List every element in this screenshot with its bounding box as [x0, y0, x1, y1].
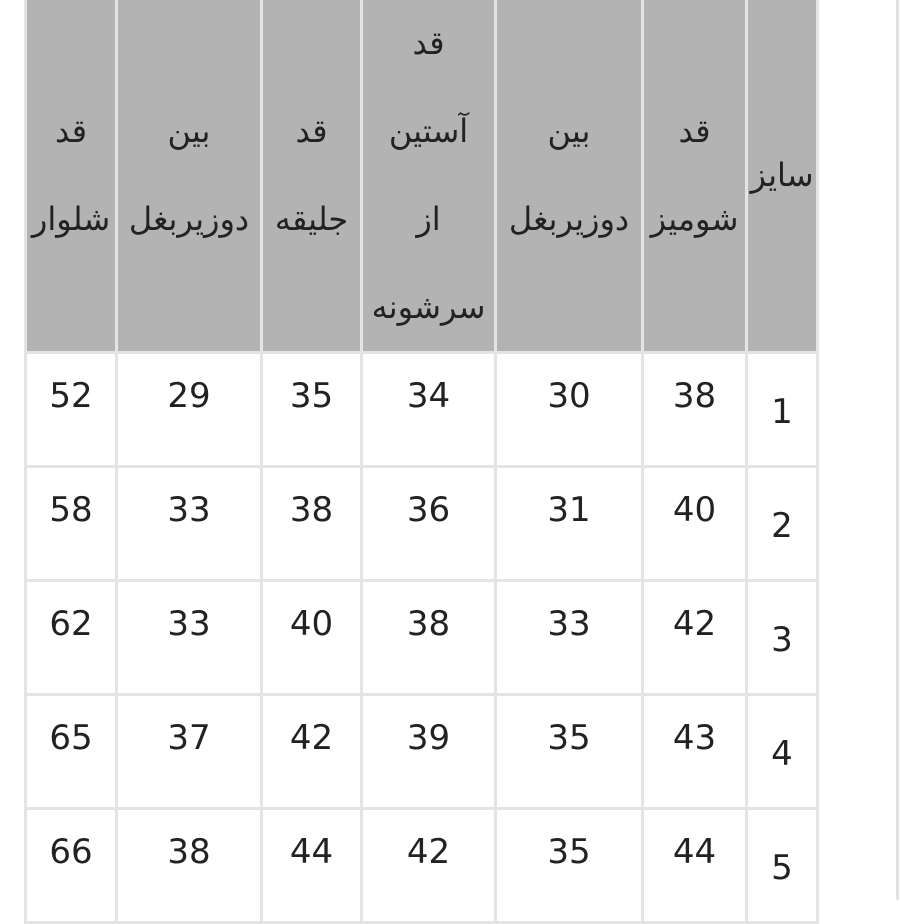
header-line: قد: [295, 112, 328, 150]
header-line: قد: [678, 112, 711, 150]
measurement-cell: 38: [262, 467, 362, 581]
measurement-cell: 30: [496, 353, 643, 467]
table-row: [26, 467, 818, 581]
header-row: [26, 0, 818, 353]
table-row: [26, 695, 818, 809]
header-line: آستین: [388, 112, 469, 150]
measurement-cell: 65: [26, 695, 117, 809]
measurement-cell: 66: [26, 809, 117, 923]
table-row: [26, 581, 818, 695]
measurement-cell: 42: [643, 581, 747, 695]
size-cell: 3: [747, 581, 818, 695]
size-cell: 5: [747, 809, 818, 923]
size-cell: 2: [747, 467, 818, 581]
measurement-cell: 38: [362, 581, 496, 695]
header-blouse-chest: [496, 0, 643, 353]
scroll-edge-divider: [896, 0, 899, 900]
table-row: [26, 353, 818, 467]
measurement-cell: 44: [643, 809, 747, 923]
measurement-cell: 34: [362, 353, 496, 467]
header-line: دوزیربغل: [508, 200, 630, 238]
header-line: جلیقه: [274, 200, 349, 238]
measurement-cell: 33: [117, 581, 262, 695]
header-pants-length: [26, 0, 117, 353]
header-line: سرشونه: [371, 288, 486, 326]
measurement-cell: 43: [643, 695, 747, 809]
size-cell: 4: [747, 695, 818, 809]
measurement-cell: 35: [262, 353, 362, 467]
measurement-cell: 40: [262, 581, 362, 695]
header-line: شلوار: [31, 200, 111, 238]
table-row: [26, 809, 818, 923]
measurement-cell: 58: [26, 467, 117, 581]
size-chart-table: [24, 0, 819, 924]
measurement-cell: 35: [496, 809, 643, 923]
measurement-cell: 40: [643, 467, 747, 581]
measurement-cell: 62: [26, 581, 117, 695]
measurement-cell: 42: [262, 695, 362, 809]
header-sleeve-length: [362, 0, 496, 353]
measurement-cell: 42: [362, 809, 496, 923]
header-size: [747, 0, 818, 353]
header-line: قد: [54, 112, 88, 150]
measurement-cell: 33: [496, 581, 643, 695]
measurement-cell: 37: [117, 695, 262, 809]
header-blouse-length: [643, 0, 747, 353]
header-line: از: [416, 200, 441, 238]
measurement-cell: 38: [117, 809, 262, 923]
measurement-cell: 39: [362, 695, 496, 809]
header-line: سایز: [750, 156, 814, 194]
measurement-cell: 35: [496, 695, 643, 809]
measurement-cell: 36: [362, 467, 496, 581]
measurement-cell: 33: [117, 467, 262, 581]
header-line: شومیز: [650, 200, 739, 238]
header-line: بین: [547, 112, 591, 150]
header-line: دوزیربغل: [128, 200, 250, 238]
header-vest-chest: [117, 0, 262, 353]
size-cell: 1: [747, 353, 818, 467]
measurement-cell: 29: [117, 353, 262, 467]
measurement-cell: 38: [643, 353, 747, 467]
measurement-cell: 52: [26, 353, 117, 467]
header-line: بین: [167, 112, 211, 150]
measurement-cell: 44: [262, 809, 362, 923]
header-vest-length: [262, 0, 362, 353]
header-line: قد: [412, 24, 445, 62]
measurement-cell: 31: [496, 467, 643, 581]
